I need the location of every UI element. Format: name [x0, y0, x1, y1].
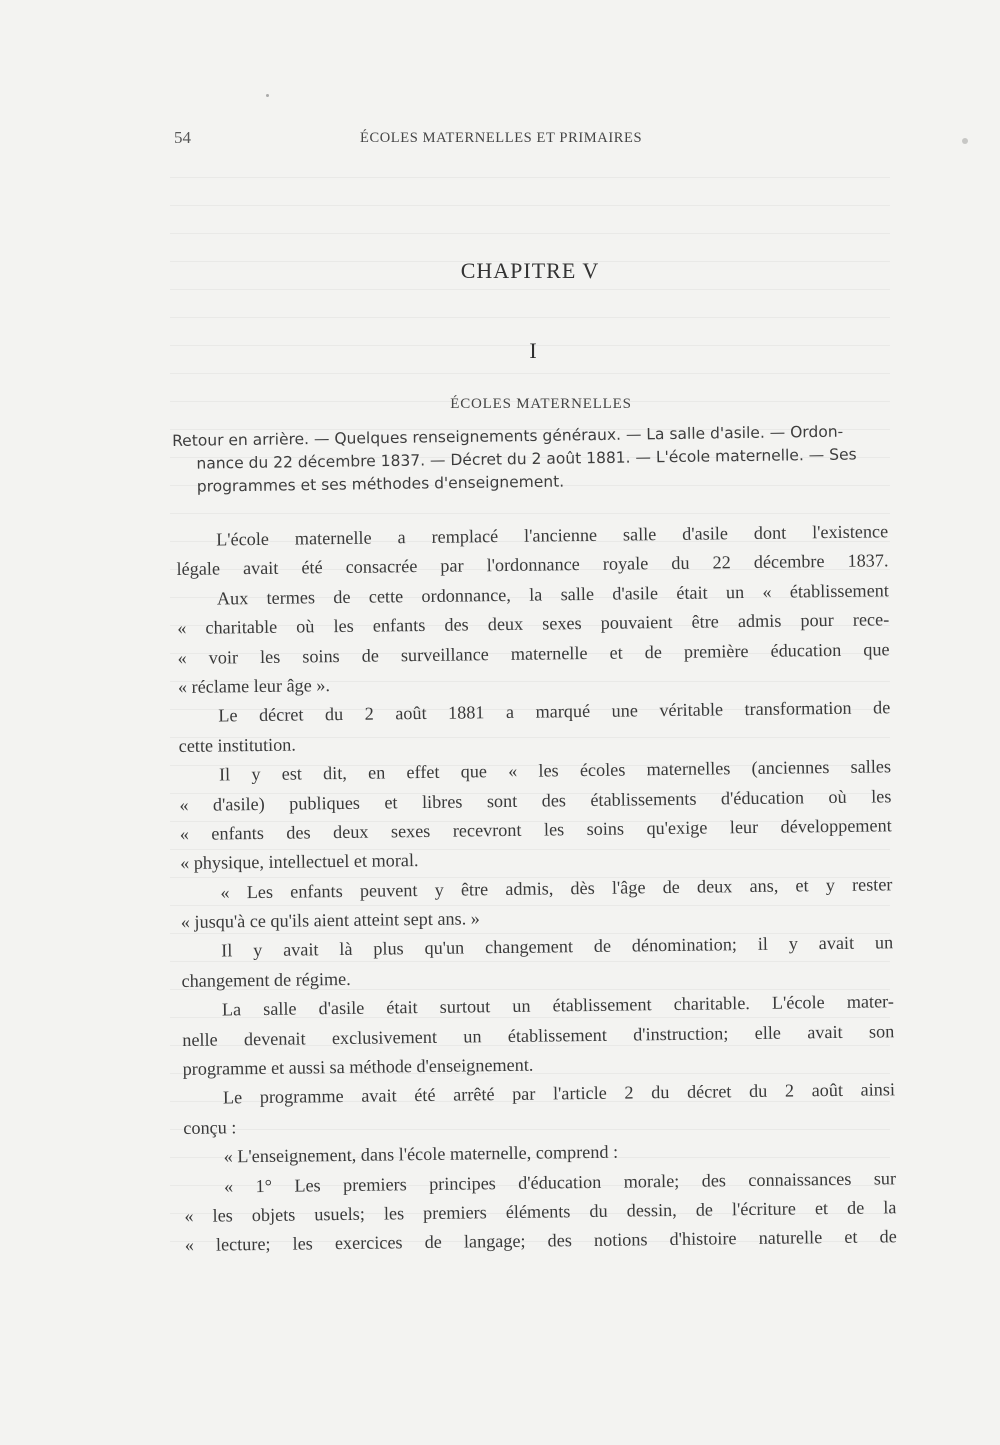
- body-line: « les objets usuels; les premiers éléments du dessin, de l'écriture et de la: [184, 1197, 897, 1226]
- body-line: « jusqu'à ce qu'ils aient atteint sept ans. »: [180, 908, 480, 933]
- chapter-title: CHAPITRE V: [460, 258, 600, 283]
- body-line: « L'enseignement, dans l'école maternelle, comprend :: [223, 1141, 619, 1167]
- body-line: conçu :: [183, 1117, 237, 1138]
- body-line: légale avait été consacrée par l'ordonnance royale du 22 décembre 1837.: [176, 550, 889, 580]
- chapter-summary: [172, 420, 891, 499]
- body-line: nelle devenait exclusivement un établissement d'instruction; elle avait son: [182, 1020, 895, 1050]
- summary-line: Retour en arrière. — Quelques renseignements généraux. — La salle d'asile. — Ordon-: [172, 422, 844, 450]
- running-title: ÉCOLES MATERNELLES ET PRIMAIRES: [360, 130, 643, 146]
- body-line: « lecture; les exercices de langage; des notions d'histoire naturelle et de: [184, 1226, 897, 1256]
- body-line: programme et aussi sa méthode d'enseignement.: [182, 1054, 534, 1079]
- body-line: La salle d'asile était surtout un établissement charitable. L'école mater-: [221, 991, 894, 1020]
- body-line: « 1° Les premiers principes d'éducation morale; des connaissances sur: [223, 1167, 897, 1197]
- body-line: « physique, intellectuel et moral.: [179, 850, 419, 874]
- body-line: « Les enfants peuvent y être admis, dès l'âge de deux ans, et y rester: [220, 873, 893, 903]
- summary-line: programmes et ses méthodes d'enseignement.: [196, 472, 565, 496]
- body-line: Il y est dit, en effet que « les écoles maternelles (anciennes salles: [218, 756, 892, 785]
- body-text: [176, 517, 897, 1260]
- body-line: « d'asile) publiques et libres sont des établissements d'éducation où les: [179, 785, 892, 815]
- page-header: [170, 128, 890, 152]
- body-line: « voir les soins de surveillance maternelle et de première éducation que: [177, 638, 890, 668]
- section-numeral: I: [529, 338, 537, 363]
- body-line: « enfants des deux sexes recevront les soins qu'exige leur développement: [179, 815, 892, 844]
- body-line: L'école maternelle a remplacé l'ancienne salle d'asile dont l'existence: [216, 521, 889, 550]
- section-title: ÉCOLES MATERNELLES: [450, 396, 632, 412]
- body-line: « réclame leur âge ».: [177, 675, 331, 697]
- body-line: Il y avait là plus qu'un changement de dénomination; il y avait un: [221, 932, 894, 961]
- body-line: Aux termes de cette ordonnance, la salle d'asile était un « établissement: [216, 580, 889, 609]
- body-line: changement de régime.: [181, 968, 351, 991]
- page-number: 54: [174, 128, 191, 147]
- body-line: Le décret du 2 août 1881 a marqué une véritable transformation de: [218, 697, 891, 726]
- paper-speck: [266, 94, 269, 97]
- body-line: Le programme avait été arrêté par l'article 2 du décret du 2 août ainsi: [222, 1079, 896, 1108]
- paper-speck: [962, 138, 968, 144]
- body-line: cette institution.: [178, 734, 297, 756]
- body-line: « charitable où les enfants des deux sexes pouvaient être admis pour rece-: [177, 609, 890, 639]
- summary-line: nance du 22 décembre 1837. — Décret du 2 août 1881. — L'école maternelle. — Ses: [196, 445, 857, 473]
